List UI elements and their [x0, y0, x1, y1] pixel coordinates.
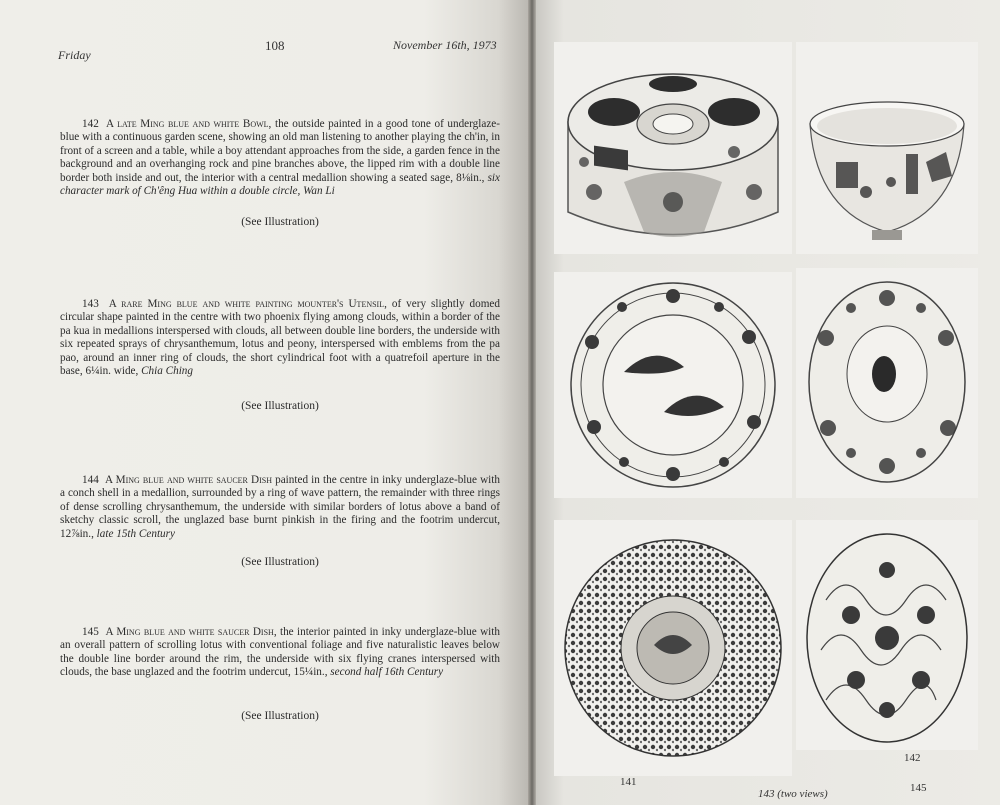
photo-utensil-top — [554, 272, 792, 498]
right-page — [536, 0, 1000, 805]
lot-attribution: Chia Ching — [141, 365, 193, 378]
header-date: November 16th, 1973 — [393, 38, 497, 52]
lot-description: , the outside painted in a good tone of underglaze-blue with a continuous garden scene, showing an old man listening to another playing the ch'in, in front of a screen and a table, while a boy attendant approaches from the side, a garden fence in the background and an overhanging rock and pine branches above, the lipped rim with a double line border both inside and out, the interior with a central medallion showing a seated sage, 8⅛in., — [60, 118, 501, 184]
lot-number: 142 — [82, 118, 99, 130]
lot-description: , the interior painted in inky underglaze-blue with an overall pattern of scrolling lotus with conventional foliage and five naturalistic leaves below the double line border around the rim, the underside with six flying cranes interspersed with clouds, the base unglazed and the footrim undercut, 15¼in., — [60, 626, 500, 679]
lot-title: A rare Ming blue and white painting mounter's Utensil — [108, 298, 385, 310]
lot-title: A Ming blue and white saucer Dish — [105, 626, 274, 638]
header-day: Friday — [58, 48, 91, 62]
page-number: 108 — [265, 38, 285, 53]
caption-142: 142 — [904, 752, 921, 764]
lot-attribution: late 15th Century — [96, 527, 175, 540]
caption-141: 141 — [620, 776, 637, 788]
lot-title: A Ming blue and white saucer Dish — [105, 474, 272, 486]
see-illustration-145: (See Illustration) — [241, 710, 319, 722]
lot-number: 145 — [82, 626, 99, 638]
lot-number: 144 — [82, 474, 99, 486]
lot-142 — [60, 118, 500, 198]
see-illustration-142: (See Illustration) — [241, 216, 319, 228]
lot-title: A late Ming blue and white Bowl — [106, 118, 269, 130]
lot-attribution: second half 16th Century — [330, 666, 444, 679]
caption-143: 143 (two views) — [758, 788, 828, 800]
photo-bowl — [796, 42, 978, 254]
lot-description: , of very slightly domed circular shape painted in the centre with two phoenix flying among clouds, within a border of the pa kua in medallions interspersed with clouds, all between double line borders, the underside with six repeated sprays of chrysanthemum, lotus and peony, interspersed with emblems from the pa pao, around an inner ring of clouds, the short cylindrical foot with a quatrefoil aperture in the base, 6¼in. wide, — [60, 298, 500, 378]
photo-brush-box — [554, 42, 792, 254]
photo-dish-145 — [796, 520, 978, 750]
photo-dish-141 — [554, 520, 792, 776]
lot-description: painted in the centre in inky underglaze-blue with a conch shell in a medallion, surrounded by a ring of wave pattern, the remainder with three rings of dense scrolling chrysanthemum, the underside with similar borders of lotus above a band of sketchy classic scroll, the unglazed base burnt pinkish in the firing and the footrim undercut, 12⅞in., — [60, 474, 500, 540]
photo-utensil-underside — [796, 268, 978, 498]
lot-145 — [60, 626, 500, 680]
caption-145: 145 — [910, 782, 927, 794]
lot-143 — [60, 298, 500, 378]
see-illustration-144: (See Illustration) — [241, 556, 319, 568]
lot-144 — [60, 474, 500, 541]
lot-number: 143 — [82, 298, 99, 310]
book-gutter — [528, 0, 536, 805]
see-illustration-143: (See Illustration) — [241, 400, 319, 412]
lot-attribution: six character mark of Ch'êng Hua within a double circle, Wan Li — [60, 171, 500, 198]
